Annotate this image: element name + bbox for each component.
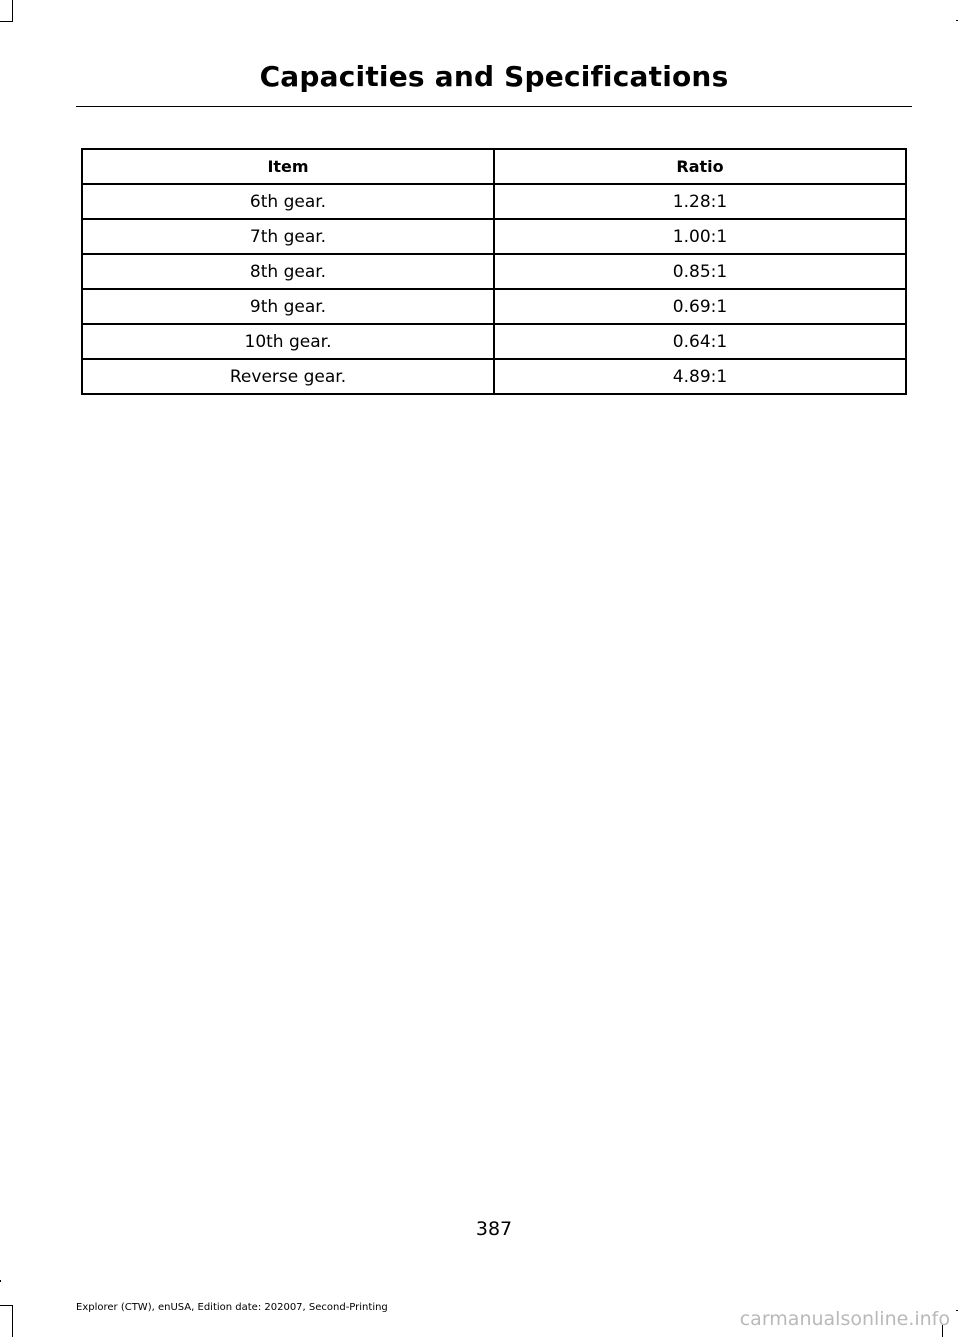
- crop-mark-bottom-right: [956, 1310, 958, 1311]
- table-row: [82, 219, 906, 254]
- table-row: [82, 254, 906, 289]
- ratio-cell: 0.85:1: [494, 254, 906, 289]
- table-row: [82, 184, 906, 219]
- table-row: [82, 359, 906, 394]
- item-cell: 6th gear.: [82, 184, 494, 219]
- edition-footer: Explorer (CTW), enUSA, Edition date: 202007, Second-Printing: [76, 1302, 388, 1313]
- item-cell: 10th gear.: [82, 324, 494, 359]
- ratio-cell: 1.00:1: [494, 219, 906, 254]
- title-divider: [76, 106, 912, 107]
- ratio-cell: 1.28:1: [494, 184, 906, 219]
- gear-ratio-table: [81, 148, 907, 395]
- item-cell: Reverse gear.: [82, 359, 494, 394]
- ratio-cell: 0.64:1: [494, 324, 906, 359]
- crop-mark-bottom-left: [0, 1305, 13, 1306]
- table-header-row: [82, 149, 906, 184]
- table-row: [82, 289, 906, 324]
- column-header-ratio: Ratio: [494, 149, 906, 184]
- crop-mark-top-left: [0, 21, 13, 22]
- ratio-cell: 4.89:1: [494, 359, 906, 394]
- item-cell: 8th gear.: [82, 254, 494, 289]
- ratio-cell: 0.69:1: [494, 289, 906, 324]
- item-cell: 9th gear.: [82, 289, 494, 324]
- table-row: [82, 324, 906, 359]
- watermark: carmanualsonline.info: [739, 1308, 950, 1330]
- item-cell: 7th gear.: [82, 219, 494, 254]
- crop-mark-top-left: [12, 0, 13, 22]
- crop-mark-left: [0, 1280, 1, 1282]
- page-number: 387: [475, 1218, 513, 1240]
- crop-mark-bottom-left: [12, 1305, 13, 1337]
- column-header-item: Item: [82, 149, 494, 184]
- crop-mark-top-right: [956, 20, 958, 21]
- page-title: Capacities and Specifications: [259, 60, 729, 93]
